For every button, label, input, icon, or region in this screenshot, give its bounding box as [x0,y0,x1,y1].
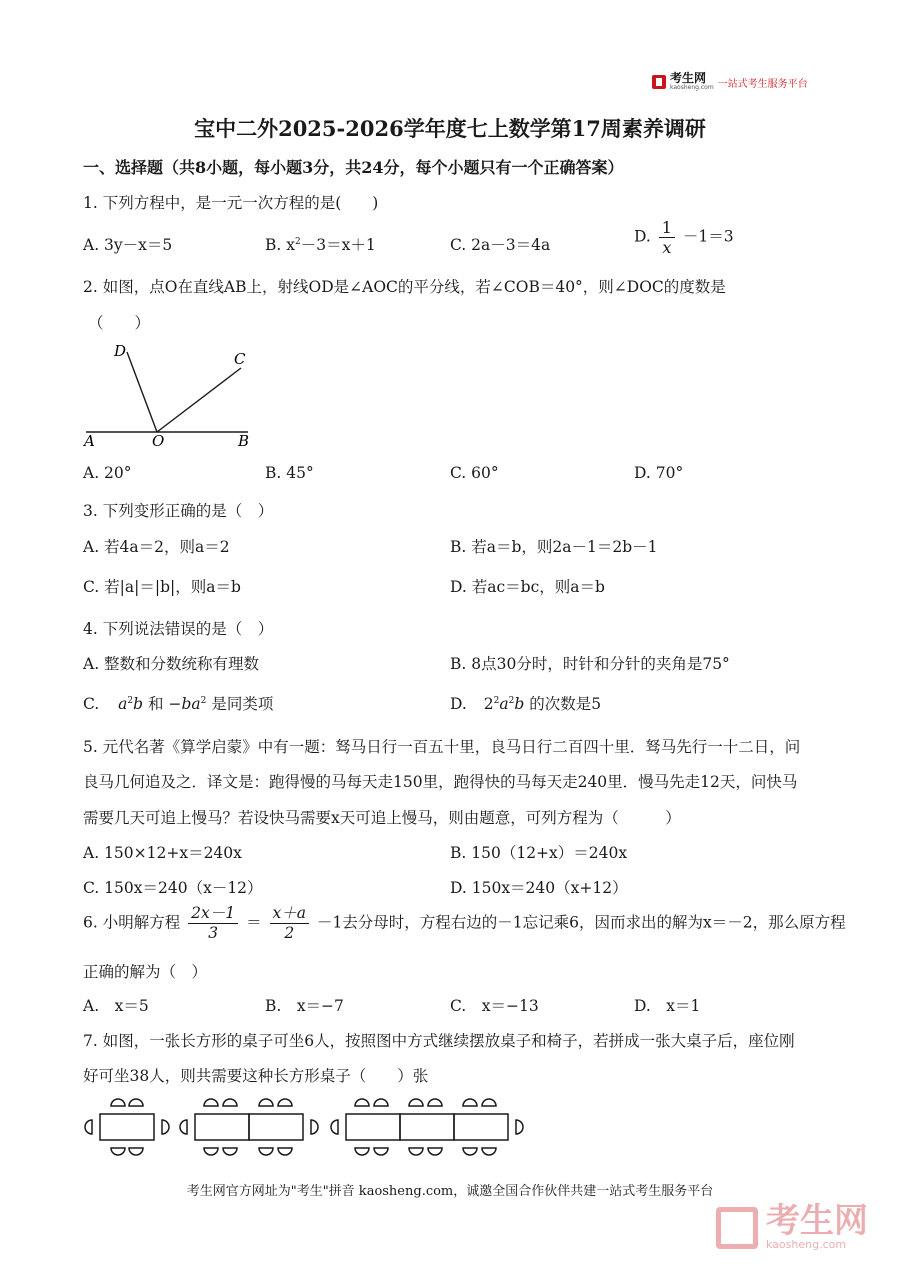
q2-paren: （ ） [88,314,151,332]
table-2a [195,1114,249,1140]
page-title: 宝中二外2025-2026学年度七上数学第17周素养调研 [194,116,706,141]
table-1 [100,1114,154,1140]
q2-option-a: A. 20° [83,464,132,482]
chairs-bottom-2 [204,1148,292,1155]
footer-text: 考生网官方网址为"考生"拼音 kaosheng.com，诚邀全国合作伙伴共建一站式考生服务平台 [186,1184,714,1199]
q7-tables-figure [78,1092,538,1164]
q2-stem: 2. 如图，点O在直线AB上，射线OD是∠AOC的平分线，若∠COB＝40°，则∠DOC的度数是 [83,278,726,296]
chair-right-2 [311,1120,318,1134]
q1-stem: 1. 下列方程中，是一元一次方程的是( ) [83,194,379,212]
q4-option-a: A. 整数和分数统称有理数 [83,655,260,673]
q6-option-a: A. x＝5 [83,997,149,1015]
q6-option-d: D. x＝1 [634,997,701,1015]
q5-line-1: 5. 元代名著《算学启蒙》中有一题：驽马日行一百五十里，良马日行二百四十里．驽马先行一十二日，问 [83,738,801,756]
q3-option-a: A. 若4a＝2，则a＝2 [83,538,230,556]
watermark [716,1201,868,1251]
chairs-bottom-3 [355,1148,496,1155]
chairs-top-3 [355,1099,496,1106]
chairs-bottom-1 [111,1148,143,1155]
label-o: O [152,432,165,450]
q3-stem: 3. 下列变形正确的是（ ） [83,502,274,520]
q6-stem: 6. 小明解方程 $\frac{2x-1}{3}$ ＝ $\frac{x+a}{2}$ －1去分母时，方程右边的－1忘记乘6，因而求出的解为x＝－2，那么原方程 [83,904,846,942]
q2-angle-figure [80,340,260,450]
q6-line-2: 正确的解为（ ） [83,963,208,981]
q1-option-a: A. 3y－x＝5 [83,236,173,254]
logo-icon [652,75,666,89]
chairs-top-1 [111,1099,143,1106]
label-a: A [84,432,95,450]
table-3b [400,1114,454,1140]
q3-option-b: B. 若a＝b，则2a－1＝2b－1 [450,538,658,556]
q2-option-b: B. 45° [265,464,314,482]
ray-oc [157,368,241,432]
q2-option-d: D. 70° [634,464,684,482]
q7-line-1: 7. 如图，一张长方形的桌子可坐6人，按照图中方式继续摆放桌子和椅子，若拼成一张大桌子后，座位刚 [83,1032,795,1050]
q3-option-c: C. 若|a|＝|b|，则a＝b [83,578,241,596]
table-3c [454,1114,508,1140]
q6-option-c: C. x＝−13 [450,997,539,1015]
q2-option-c: C. 60° [450,464,499,482]
label-b: B [238,432,250,450]
chair-left-2 [180,1120,187,1134]
logo-sub: kaosheng.com [670,84,714,91]
watermark-sub: kaosheng.com [766,1238,847,1251]
chair-right-1 [162,1120,169,1134]
label-c: C [234,350,246,368]
q5-line-3: 需要几天可追上慢马？若设快马需要x天可追上慢马，则由题意，可列方程为（ ） [83,809,681,827]
section-heading: 一、选择题（共8小题，每小题3分，共24分，每个小题只有一个正确答案） [83,158,624,177]
q5-option-d: D. 150x＝240（x+12） [450,879,628,897]
watermark-name: 考生网 [766,1201,868,1241]
q4-stem: 4. 下列说法错误的是（ ） [83,620,274,638]
q5-option-c: C. 150x＝240（x－12） [83,879,263,897]
q5-option-b: B. 150（12+x）＝240x [450,844,628,862]
q3-option-d: D. 若ac＝bc，则a＝b [450,578,605,596]
watermark-logo-icon [716,1207,758,1249]
q1-option-d: D. $\frac{1}{x}$ －1＝3 [634,218,734,257]
q4-option-b: B. 8点30分时，时针和分针的夹角是75° [450,655,730,673]
q4-option-d: D. $2^2a^2b$ 的次数是5 [450,695,602,713]
chair-left-1 [85,1120,92,1134]
ray-od [127,352,157,432]
q7-line-2: 好可坐38人，则共需要这种长方形桌子（ ）张 [83,1067,429,1085]
table-2b [249,1114,303,1140]
header-logo [652,73,808,91]
logo-slogan: 一站式考生服务平台 [717,78,808,90]
chair-right-3 [516,1120,523,1134]
label-d: D [114,342,127,360]
q4-option-c: C. $a^2b$ 和 $-ba^2$ 是同类项 [83,695,274,713]
logo-name: 考生网 [670,71,707,85]
chairs-top-2 [204,1099,292,1106]
q5-line-2: 良马几何追及之．译文是：跑得慢的马每天走150里，跑得快的马每天走240里．慢马先走12天，问快马 [83,773,798,791]
q5-option-a: A. 150×12+x＝240x [83,844,242,862]
q6-option-b: B. x＝−7 [265,997,344,1015]
chair-left-3 [331,1120,338,1134]
q1-option-b: B. $x^2-3=x+1$ [265,236,376,254]
q1-option-c: C. 2a－3＝4a [450,236,551,254]
table-3a [346,1114,400,1140]
